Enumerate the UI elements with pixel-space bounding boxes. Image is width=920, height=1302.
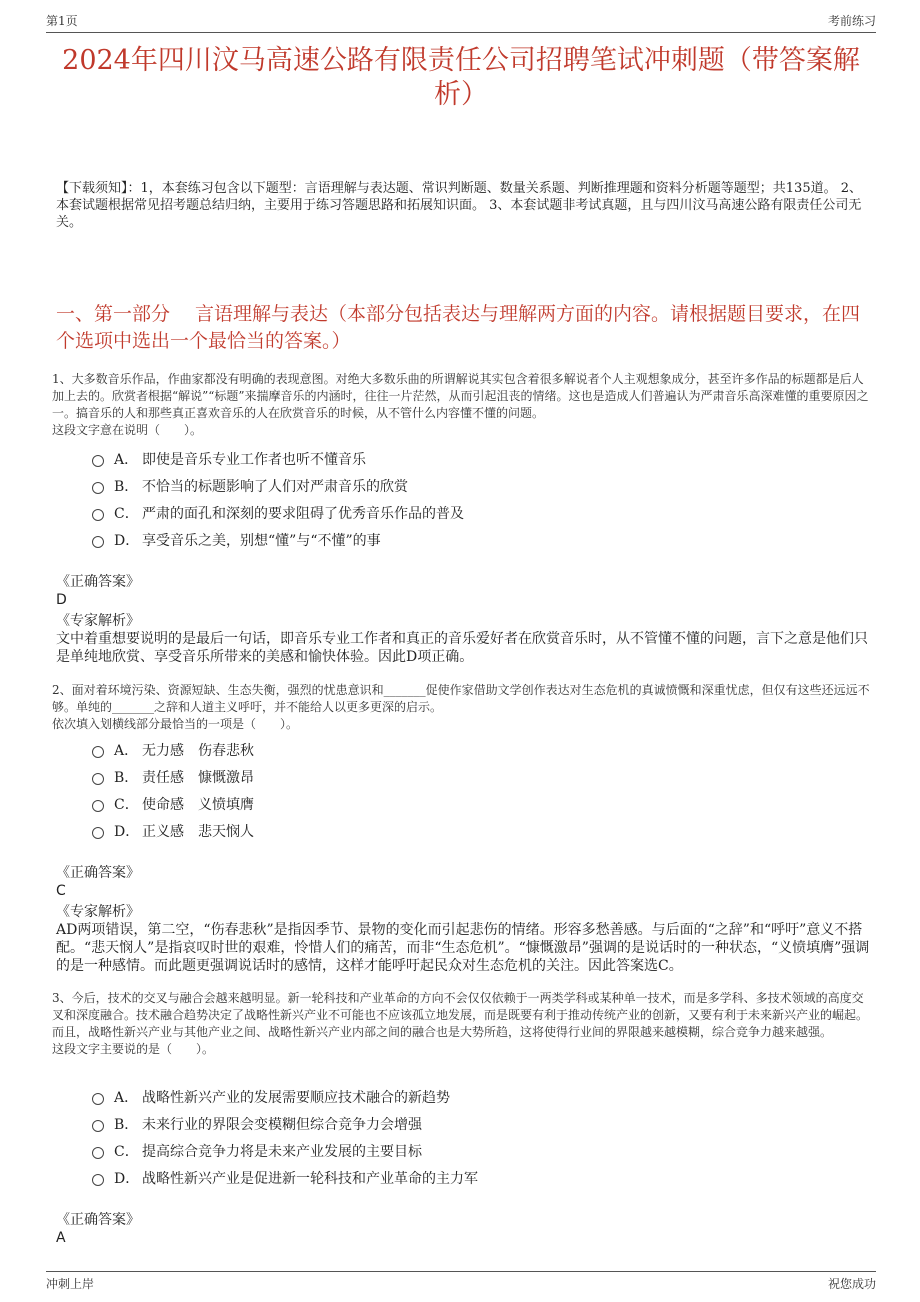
radio-icon[interactable] <box>92 773 104 785</box>
radio-icon[interactable] <box>92 1174 104 1186</box>
header-tag: 考前练习 <box>827 14 876 28</box>
question-prompt: 这段文字主要说的是（ ）。 <box>52 1042 215 1056</box>
correct-answer: D <box>56 592 67 608</box>
option-c[interactable]: C． 提高综合竞争力将是未来产业发展的主要目标 <box>92 1141 792 1168</box>
question-2-options <box>92 740 792 848</box>
option-a[interactable]: A． 即使是音乐专业工作者也听不懂音乐 <box>92 449 792 476</box>
question-stem-text: 2、面对着环境污染、资源短缺、生态失衡，强烈的忧患意识和_______促使作家借助文学创作表达对生态危机的真诚愤慨和深重忧虑，但仅有这些还远远不够。单纯的_______之辞和人道主义呼吁，并不能给人以更多更深的启示。 <box>52 683 870 714</box>
answer-label: 《正确答案》 <box>56 574 140 590</box>
page-header <box>46 12 876 33</box>
analysis-text: AD两项错误，第二空，“伤春悲秋”是指因季节、景物的变化而引起悲伤的情绪。形容多愁善感。与后面的“之辞”和“呼吁”意义不搭配。“悲天悯人”是指哀叹时世的艰难，怜惜人们的痛苦，而非“生态危机”。“慷慨激昂”强调的是说话时的一种状态，“义愤填膺”强调的是一种感情。而此题更强调说话时的感情，这样才能呼吁起民众对生态危机的关注。因此答案选C。 <box>56 922 870 974</box>
question-2-stem <box>52 682 872 733</box>
analysis-text: 文中着重想要说明的是最后一句话，即音乐专业工作者和真正的音乐爱好者在欣赏音乐时，从不管懂不懂的问题，言下之意是他们只是单纯地欣赏、享受音乐所带来的美感和愉快体验。因此D项正确。 <box>56 631 868 665</box>
radio-icon[interactable] <box>92 1147 104 1159</box>
radio-icon[interactable] <box>92 827 104 839</box>
question-stem-text: 3、今后，技术的交叉与融合会越来越明显。新一轮科技和产业革命的方向不会仅仅依赖于一两类学科或某种单一技术，而是多学科、多技术领域的高度交叉和深度融合。技术融合趋势决定了战略性新兴产业不可能也不应该孤立地发展，而是既要有利于推动传统产业的创新，又要有利于未来新兴产业的崛起。而且，战略性新兴产业与其他产业之间、战略性新兴产业内部之间的融合也是大势所趋，这将使得行业间的界限越来越模糊，综合竞争力越来越强。 <box>52 991 869 1039</box>
page-footer <box>46 1271 876 1299</box>
question-1-options <box>92 449 792 557</box>
option-b[interactable]: B． 未来行业的界限会变模糊但综合竞争力会增强 <box>92 1114 792 1141</box>
answer-label: 《正确答案》 <box>56 1212 140 1228</box>
question-3-stem <box>52 990 872 1058</box>
option-a[interactable]: A． 无力感 伤春悲秋 <box>92 740 792 767</box>
question-stem-text: 1、大多数音乐作品，作曲家都没有明确的表现意图。对绝大多数乐曲的所谓解说其实包含着很多解说者个人主观想象成分，甚至许多作品的标题都是后人加上去的。欣赏者根据“解说”“标题”来揣摩音乐的内涵时，往往一片茫然，从而引起沮丧的情绪。这也是造成人们普遍认为严肃音乐高深难懂的重要原因之一。搞音乐的人和那些真正喜欢音乐的人在欣赏音乐的时候，从不管什么内容懂不懂的问题。 <box>52 372 869 420</box>
radio-icon[interactable] <box>92 536 104 548</box>
section-heading: 一、第一部分 言语理解与表达（本部分包括表达与理解两方面的内容。请根据题目要求，在四个选项中选出一个最恰当的答案。） <box>56 303 861 352</box>
radio-icon[interactable] <box>92 746 104 758</box>
analysis-label: 《专家解析》 <box>56 904 140 920</box>
radio-icon[interactable] <box>92 455 104 467</box>
option-b[interactable]: B． 不恰当的标题影响了人们对严肃音乐的欣赏 <box>92 476 792 503</box>
option-a[interactable]: A． 战略性新兴产业的发展需要顺应技术融合的新趋势 <box>92 1087 792 1114</box>
radio-icon[interactable] <box>92 509 104 521</box>
answer-label: 《正确答案》 <box>56 865 140 881</box>
radio-icon[interactable] <box>92 1120 104 1132</box>
option-c[interactable]: C． 严肃的面孔和深刻的要求阻碍了优秀音乐作品的普及 <box>92 503 792 530</box>
footer-right: 祝您成功 <box>827 1277 876 1291</box>
document-title: 2024年四川汶马高速公路有限责任公司招聘笔试冲刺题（带答案解析） <box>62 45 860 110</box>
question-prompt: 依次填入划横线部分最恰当的一项是（ ）。 <box>52 717 299 731</box>
footer-left: 冲刺上岸 <box>46 1277 95 1291</box>
correct-answer: A <box>56 1230 66 1246</box>
download-notice: 【下载须知】：1，本套练习包含以下题型：言语理解与表达题、常识判断题、数量关系题、判断推理题和资料分析题等题型；共135道。 2、本套试题根据常见招考题总结归纳，主要用于练习答题思路和拓展知识面。 3、本套试题非考试真题，且与四川汶马高速公路有限责任公司无关。 <box>56 181 862 230</box>
question-prompt: 这段文字意在说明（ ）。 <box>52 423 203 437</box>
question-3-options <box>92 1087 792 1195</box>
option-d[interactable]: D． 享受音乐之美，别想“懂”与“不懂”的事 <box>92 530 792 557</box>
radio-icon[interactable] <box>92 482 104 494</box>
radio-icon[interactable] <box>92 1093 104 1105</box>
option-c[interactable]: C． 使命感 义愤填膺 <box>92 794 792 821</box>
option-d[interactable]: D． 战略性新兴产业是促进新一轮科技和产业革命的主力军 <box>92 1168 792 1195</box>
question-1-stem <box>52 371 872 439</box>
page-number: 第1页 <box>46 14 78 28</box>
analysis-label: 《专家解析》 <box>56 613 140 629</box>
option-b[interactable]: B． 责任感 慷慨激昂 <box>92 767 792 794</box>
correct-answer: C <box>56 883 66 899</box>
option-d[interactable]: D． 正义感 悲天悯人 <box>92 821 792 848</box>
radio-icon[interactable] <box>92 800 104 812</box>
